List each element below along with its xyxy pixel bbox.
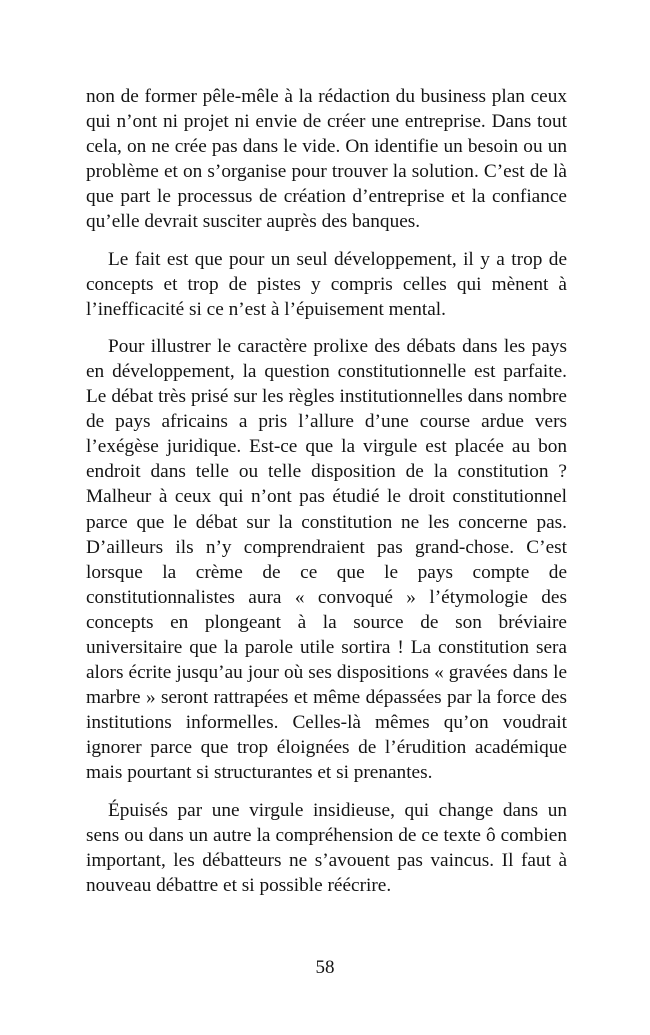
page-number: 58 — [315, 957, 335, 978]
paragraph-3: Pour illustrer le caractère prolixe des débats dans les pays en développement, la question constitutionnelle est parfaite. Le débat très prisé sur les règles institutionnelles dans nombre de pays africains a pris l’allure d’une course ardue vers l’exégèse juridique. Est-ce que la virgule est placée au bon endroit dans telle ou telle disposition de la constitution ? Malheur à ceux qui n’ont pas étudié le droit constitutionnel parce que le débat sur la constitution ne les concerne pas. D’ailleurs ils n’y comprendraient pas grand-chose. C’est lorsque la crème de ce que le pays compte de constitutionnalistes aura « convoqué » l’étymologie des concepts en plongeant à la source de son bréviaire universitaire que la parole utile sortira ! La constitution sera alors écrite jusqu’au jour où ses dispositions « gravées dans le marbre » seront rattrapées et même dépassées par la force des institutions informelles. Celles-là mêmes qu’on voudrait ignorer parce que trop éloignées de l’érudition académique mais pourtant si structurantes et si prenantes. — [86, 335, 567, 784]
paragraph-1: non de former pêle-mêle à la rédaction du business plan ceux qui n’ont ni projet ni envie de créer une entreprise. Dans tout cela, on ne crée pas dans le vide. On identifie un besoin ou un problème et on s’organise pour trouver la solution. C’est de là que part le processus de création d’entreprise et la confiance qu’elle devrait susciter auprès des banques. — [86, 86, 567, 233]
page-body — [86, 84, 567, 898]
paragraph-2: Le fait est que pour un seul développement, il y a trop de concepts et trop de pistes y compris celles qui mènent à l’inefficacité si ce n’est à l’épuisement mental. — [86, 248, 567, 320]
paragraph-4: Épuisés par une virgule insidieuse, qui change dans un sens ou dans un autre la compréhension de ce texte ô combien important, les débatteurs ne s’avouent pas vaincus. Il faut à nouveau débattre et si possible réécrire. — [86, 799, 567, 896]
